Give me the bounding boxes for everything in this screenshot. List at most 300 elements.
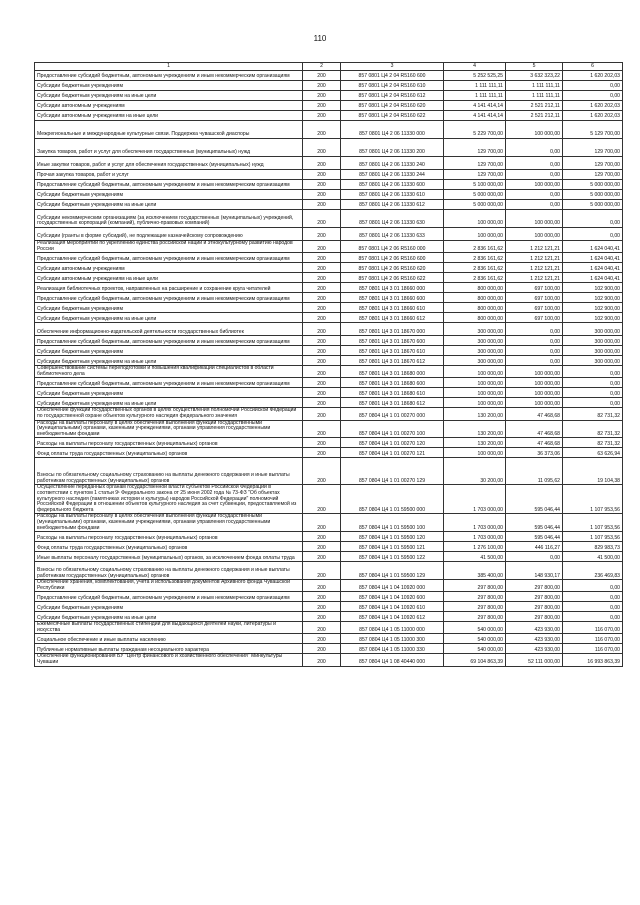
row-classification: 857 0801 Ц4 2 06 R5160 600 xyxy=(341,253,444,263)
row-amount-remaining: 129 700,00 xyxy=(563,157,623,170)
row-name: Субсидии автономным учреждениям на иные цели xyxy=(35,111,303,121)
row-amount-total: 540 000,00 xyxy=(444,622,506,634)
row-amount-remaining: 1 624 040,41 xyxy=(563,241,623,253)
budget-table xyxy=(34,62,623,667)
row-classification: 857 0804 Ц4 1 01 00270 120 xyxy=(341,438,444,448)
row-classification: 857 0804 Ц4 1 08 40440 000 xyxy=(341,654,444,666)
row-amount-spent: 148 930,17 xyxy=(506,562,563,580)
row-amount-spent: 0,00 xyxy=(506,157,563,170)
row-amount-spent: 100 000,00 xyxy=(506,366,563,378)
row-amount-spent: 446 116,27 xyxy=(506,542,563,552)
row-classification: 857 0801 Ц4 3 01 18670 610 xyxy=(341,346,444,356)
row-amount-total: 4 141 414,14 xyxy=(444,111,506,121)
row-name: Ежемесячные выплаты государственных стипендий для выдающихся деятелей науки, литературы и искусства xyxy=(35,622,303,634)
row-classification: 857 0804 Ц4 1 01 00270 000 xyxy=(341,408,444,420)
row-name: Расходы на выплаты персоналу государственных (муниципальных) органов xyxy=(35,438,303,448)
row-amount-remaining: 102 900,00 xyxy=(563,283,623,293)
table-row xyxy=(35,408,623,420)
row-name: Предоставление субсидий бюджетным, автономным учреждениям и иным некоммерческим организациям xyxy=(35,71,303,81)
row-name: Социальное обеспечение и иные выплаты населению xyxy=(35,634,303,644)
row-amount-total: 5 000 000,00 xyxy=(444,190,506,200)
row-classification: 857 0801 Ц4 2 06 11330 240 xyxy=(341,157,444,170)
row-amount-spent: 3 632 323,22 xyxy=(506,71,563,81)
row-amount-total: 2 836 161,62 xyxy=(444,273,506,283)
row-amount-total: 100 000,00 xyxy=(444,366,506,378)
row-classification: 857 0801 Ц4 2 06 11330 244 xyxy=(341,170,444,180)
row-name: Осуществление переданных органам государственной власти субъектов Российской Федерации в соответствии с пунктом 1 статьи 9¹ Федерального закона от 25 июня 2002 года № 73-ФЗ "Об объектах культурного наследия (памятниках истории и культуры) народов Российской Федерации" полномочий Российской Федерации в отношении объектов культурного наследия за счет субвенции, предоставляемой из федерального бюджета xyxy=(35,485,303,514)
row-code: 200 xyxy=(303,241,341,253)
row-amount-spent: 100 000,00 xyxy=(506,228,563,241)
table-row xyxy=(35,552,623,562)
row-amount-total: 100 000,00 xyxy=(444,398,506,408)
table-row xyxy=(35,200,623,210)
table-row xyxy=(35,438,623,448)
row-code: 200 xyxy=(303,552,341,562)
row-amount-spent: 595 046,44 xyxy=(506,514,563,532)
row-name: Закупка товаров, работ и услуг для обеспечения государственных (муниципальных) нужд xyxy=(35,139,303,157)
row-classification: 857 0801 Ц4 3 01 18670 000 xyxy=(341,323,444,336)
row-name: Иные выплаты персоналу государственных (муниципальных) органов, за исключением фонда оплаты труда xyxy=(35,552,303,562)
row-name: Субсидии автономным учреждениям на иные цели xyxy=(35,273,303,283)
table-row xyxy=(35,180,623,190)
row-name: Публичные нормативные выплаты гражданам несоциального характера xyxy=(35,644,303,654)
table-row xyxy=(35,253,623,263)
row-code: 200 xyxy=(303,458,341,485)
row-code: 200 xyxy=(303,438,341,448)
row-name: Субсидии автономным учреждениям xyxy=(35,263,303,273)
row-amount-remaining: 129 700,00 xyxy=(563,139,623,157)
row-amount-remaining: 41 500,00 xyxy=(563,552,623,562)
row-amount-total: 800 000,00 xyxy=(444,313,506,323)
row-amount-total: 297 800,00 xyxy=(444,592,506,602)
row-classification: 857 0804 Ц4 1 05 11000 300 xyxy=(341,634,444,644)
row-code: 200 xyxy=(303,293,341,303)
row-amount-remaining: 116 070,00 xyxy=(563,644,623,654)
row-amount-total: 800 000,00 xyxy=(444,293,506,303)
row-code: 200 xyxy=(303,654,341,666)
row-name: Предоставление субсидий бюджетным, автономным учреждениям и иным некоммерческим организациям xyxy=(35,378,303,388)
row-amount-spent: 100 000,00 xyxy=(506,378,563,388)
row-amount-spent: 1 212 121,21 xyxy=(506,241,563,253)
row-name: Субсидии некоммерческим организациям (за исключением государственных (муниципальных) учреждений, государственных корпораций (компаний), публично-правовых компаний) xyxy=(35,210,303,228)
row-classification: 857 0801 Ц4 2 06 11330 630 xyxy=(341,210,444,228)
row-code: 200 xyxy=(303,190,341,200)
row-code: 200 xyxy=(303,210,341,228)
row-classification: 857 0804 Ц4 1 01 59500 122 xyxy=(341,552,444,562)
row-name: Межрегиональные и международные культурные связи. Поддержка чувашской диаспоры xyxy=(35,121,303,139)
table-row xyxy=(35,228,623,241)
row-amount-total: 129 700,00 xyxy=(444,157,506,170)
row-code: 200 xyxy=(303,356,341,366)
row-code: 200 xyxy=(303,346,341,356)
row-classification: 857 0804 Ц4 1 04 10920 612 xyxy=(341,612,444,622)
row-amount-spent: 297 800,00 xyxy=(506,592,563,602)
table-row xyxy=(35,121,623,139)
row-amount-spent: 697 100,00 xyxy=(506,293,563,303)
table-row xyxy=(35,91,623,101)
table-row xyxy=(35,592,623,602)
row-amount-remaining: 0,00 xyxy=(563,602,623,612)
table-row xyxy=(35,388,623,398)
table-header-row xyxy=(35,63,623,71)
row-classification: 857 0801 Ц4 2 06 11330 612 xyxy=(341,200,444,210)
row-name: Субсидии бюджетным учреждениям xyxy=(35,81,303,91)
row-amount-total: 800 000,00 xyxy=(444,303,506,313)
table-row xyxy=(35,366,623,378)
row-amount-spent: 0,00 xyxy=(506,139,563,157)
table-row xyxy=(35,170,623,180)
column-header: 1 xyxy=(35,63,303,71)
row-classification: 857 0801 Ц4 3 01 18680 000 xyxy=(341,366,444,378)
row-classification: 857 0804 Ц4 1 01 59500 000 xyxy=(341,485,444,514)
table-row xyxy=(35,241,623,253)
row-amount-total: 1 703 000,00 xyxy=(444,485,506,514)
table-row xyxy=(35,448,623,458)
row-amount-remaining: 0,00 xyxy=(563,388,623,398)
table-row xyxy=(35,378,623,388)
table-row xyxy=(35,263,623,273)
row-code: 200 xyxy=(303,420,341,438)
row-amount-spent: 697 100,00 xyxy=(506,313,563,323)
row-code: 200 xyxy=(303,485,341,514)
row-amount-spent: 36 373,06 xyxy=(506,448,563,458)
row-name: Реализация библиотечных проектов, направленных на расширение и сохранение круга читателей xyxy=(35,283,303,293)
row-classification: 857 0801 Ц4 3 01 18660 000 xyxy=(341,283,444,293)
row-code: 200 xyxy=(303,121,341,139)
row-name: Расходы на выплаты персоналу в целях обеспечения выполнения функций государственными (муниципальными) органами, казенными учреждениями, органами управления государственными внебюджетными фондами xyxy=(35,420,303,438)
row-name: Субсидии бюджетным учреждениям на иные цели xyxy=(35,356,303,366)
row-amount-total: 1 703 000,00 xyxy=(444,514,506,532)
row-name: Предоставление субсидий бюджетным, автономным учреждениям и иным некоммерческим организациям xyxy=(35,180,303,190)
table-row xyxy=(35,139,623,157)
row-amount-spent: 100 000,00 xyxy=(506,398,563,408)
row-amount-total: 297 800,00 xyxy=(444,612,506,622)
row-amount-spent: 423 930,00 xyxy=(506,634,563,644)
row-amount-remaining: 1 624 040,41 xyxy=(563,263,623,273)
row-code: 200 xyxy=(303,91,341,101)
row-name: Фонд оплаты труда государственных (муниципальных) органов xyxy=(35,542,303,552)
row-name: Субсидии бюджетным учреждениям xyxy=(35,388,303,398)
table-row xyxy=(35,580,623,592)
table-row xyxy=(35,323,623,336)
row-name: Иные закупки товаров, работ и услуг для обеспечения государственных (муниципальных) нужд xyxy=(35,157,303,170)
table-row xyxy=(35,303,623,313)
row-classification: 857 0801 Ц4 2 06 11330 600 xyxy=(341,180,444,190)
row-amount-total: 30 200,00 xyxy=(444,458,506,485)
table-row xyxy=(35,336,623,346)
row-name: Субсидии бюджетным учреждениям на иные цели xyxy=(35,200,303,210)
row-amount-remaining: 5 000 000,00 xyxy=(563,190,623,200)
row-name: Предоставление субсидий бюджетным, автономным учреждениям и иным некоммерческим организациям xyxy=(35,336,303,346)
row-classification: 857 0804 Ц4 1 04 10920 610 xyxy=(341,602,444,612)
row-amount-total: 800 000,00 xyxy=(444,283,506,293)
table-row xyxy=(35,514,623,532)
row-amount-total: 130 200,00 xyxy=(444,420,506,438)
row-code: 200 xyxy=(303,180,341,190)
row-classification: 857 0801 Ц4 2 06 R5160 000 xyxy=(341,241,444,253)
row-code: 200 xyxy=(303,283,341,293)
table-row xyxy=(35,654,623,666)
table-row xyxy=(35,283,623,293)
row-name: Субсидии бюджетным учреждениям на иные цели xyxy=(35,91,303,101)
table-row xyxy=(35,562,623,580)
row-amount-remaining: 116 070,00 xyxy=(563,622,623,634)
row-amount-remaining: 0,00 xyxy=(563,81,623,91)
row-classification: 857 0801 Ц4 3 01 18680 610 xyxy=(341,388,444,398)
row-classification: 857 0804 Ц4 1 01 59500 120 xyxy=(341,532,444,542)
row-amount-total: 385 400,00 xyxy=(444,562,506,580)
row-name: Субсидии бюджетным учреждениям на иные цели xyxy=(35,398,303,408)
row-classification: 857 0801 Ц4 2 06 11330 200 xyxy=(341,139,444,157)
row-code: 200 xyxy=(303,532,341,542)
row-name: Взносы по обязательному социальному страхованию на выплаты денежного содержания и иные выплаты работникам государственных (муниципальных) органов xyxy=(35,562,303,580)
row-amount-spent: 100 000,00 xyxy=(506,388,563,398)
row-code: 200 xyxy=(303,580,341,592)
row-amount-total: 2 836 161,62 xyxy=(444,263,506,273)
row-amount-total: 4 141 414,14 xyxy=(444,101,506,111)
row-amount-remaining: 16 993 863,39 xyxy=(563,654,623,666)
row-amount-remaining: 0,00 xyxy=(563,228,623,241)
row-name: Реализация мероприятий по укреплению единства российской нации и этнокультурному развитию народов России xyxy=(35,241,303,253)
row-name: Субсидии автономным учреждениям xyxy=(35,101,303,111)
table-row xyxy=(35,622,623,634)
row-amount-total: 130 200,00 xyxy=(444,408,506,420)
table-row xyxy=(35,485,623,514)
row-amount-remaining: 116 070,00 xyxy=(563,634,623,644)
row-classification: 857 0801 Ц4 2 04 R5160 622 xyxy=(341,111,444,121)
row-classification: 857 0801 Ц4 2 06 11330 633 xyxy=(341,228,444,241)
row-amount-remaining: 300 000,00 xyxy=(563,346,623,356)
table-row xyxy=(35,210,623,228)
row-amount-total: 100 000,00 xyxy=(444,378,506,388)
row-name: Субсидии бюджетным учреждениям на иные цели xyxy=(35,612,303,622)
row-amount-remaining: 82 731,32 xyxy=(563,408,623,420)
table-row xyxy=(35,101,623,111)
row-amount-spent: 0,00 xyxy=(506,356,563,366)
row-amount-remaining: 300 000,00 xyxy=(563,336,623,346)
row-name: Субсидии бюджетным учреждениям на иные цели xyxy=(35,313,303,323)
table-row xyxy=(35,111,623,121)
row-amount-total: 5 252 525,25 xyxy=(444,71,506,81)
row-amount-total: 300 000,00 xyxy=(444,323,506,336)
row-classification: 857 0801 Ц4 3 01 18670 612 xyxy=(341,356,444,366)
row-code: 200 xyxy=(303,273,341,283)
row-amount-total: 69 104 863,39 xyxy=(444,654,506,666)
row-amount-total: 540 000,00 xyxy=(444,644,506,654)
row-amount-remaining: 82 731,32 xyxy=(563,438,623,448)
row-name: Взносы по обязательному социальному страхованию на выплаты денежного содержания и иные выплаты работникам государственных (муниципальных) органов xyxy=(35,458,303,485)
row-code: 200 xyxy=(303,253,341,263)
row-amount-spent: 52 111 000,00 xyxy=(506,654,563,666)
row-name: Субсидии бюджетным учреждениям xyxy=(35,346,303,356)
row-amount-spent: 47 468,68 xyxy=(506,420,563,438)
row-amount-spent: 297 800,00 xyxy=(506,602,563,612)
row-amount-remaining: 19 104,38 xyxy=(563,458,623,485)
column-header: 4 xyxy=(444,63,506,71)
row-amount-spent: 100 000,00 xyxy=(506,210,563,228)
row-code: 200 xyxy=(303,448,341,458)
row-amount-total: 1 703 000,00 xyxy=(444,532,506,542)
row-amount-spent: 697 100,00 xyxy=(506,303,563,313)
row-classification: 857 0804 Ц4 1 01 00270 121 xyxy=(341,448,444,458)
row-amount-spent: 100 000,00 xyxy=(506,121,563,139)
row-code: 200 xyxy=(303,111,341,121)
row-classification: 857 0801 Ц4 3 01 18680 600 xyxy=(341,378,444,388)
row-classification: 857 0801 Ц4 2 04 R5160 612 xyxy=(341,91,444,101)
row-amount-spent: 0,00 xyxy=(506,170,563,180)
row-amount-spent: 2 521 212,11 xyxy=(506,101,563,111)
row-classification: 857 0801 Ц4 3 01 18660 600 xyxy=(341,293,444,303)
row-code: 200 xyxy=(303,644,341,654)
row-amount-remaining: 82 731,32 xyxy=(563,420,623,438)
row-amount-remaining: 5 000 000,00 xyxy=(563,180,623,190)
row-amount-spent: 423 930,00 xyxy=(506,644,563,654)
row-code: 200 xyxy=(303,303,341,313)
row-classification: 857 0804 Ц4 1 01 59500 100 xyxy=(341,514,444,532)
row-amount-spent: 0,00 xyxy=(506,200,563,210)
row-amount-spent: 1 111 111,11 xyxy=(506,81,563,91)
table-row xyxy=(35,602,623,612)
row-amount-spent: 2 521 212,11 xyxy=(506,111,563,121)
page-number: 110 xyxy=(313,34,327,43)
row-name: Обеспечение функций государственных органов в целях осуществления полномочий Российской Федерации по государственной охране объектов культурного наследия федерального значения xyxy=(35,408,303,420)
row-classification: 857 0801 Ц4 2 06 R5160 620 xyxy=(341,263,444,273)
column-header: 2 xyxy=(303,63,341,71)
row-classification: 857 0804 Ц4 1 05 11000 000 xyxy=(341,622,444,634)
row-amount-spent: 0,00 xyxy=(506,323,563,336)
row-code: 200 xyxy=(303,323,341,336)
row-code: 200 xyxy=(303,542,341,552)
row-amount-remaining: 0,00 xyxy=(563,580,623,592)
row-name: Предоставление субсидий бюджетным, автономным учреждениям и иным некоммерческим организациям xyxy=(35,592,303,602)
row-amount-spent: 0,00 xyxy=(506,190,563,200)
row-amount-total: 1 111 111,11 xyxy=(444,91,506,101)
row-amount-total: 2 836 161,62 xyxy=(444,253,506,263)
row-code: 200 xyxy=(303,71,341,81)
row-amount-remaining: 0,00 xyxy=(563,91,623,101)
row-amount-remaining: 1 620 202,03 xyxy=(563,111,623,121)
row-classification: 857 0801 Ц4 3 01 18660 610 xyxy=(341,303,444,313)
row-amount-remaining: 5 000 000,00 xyxy=(563,200,623,210)
row-amount-remaining: 1 620 202,03 xyxy=(563,101,623,111)
row-classification: 857 0804 Ц4 1 05 11000 330 xyxy=(341,644,444,654)
row-code: 200 xyxy=(303,408,341,420)
row-code: 200 xyxy=(303,622,341,634)
row-amount-remaining: 0,00 xyxy=(563,612,623,622)
table-row xyxy=(35,313,623,323)
row-code: 200 xyxy=(303,170,341,180)
row-code: 200 xyxy=(303,228,341,241)
row-classification: 857 0804 Ц4 1 01 59500 121 xyxy=(341,542,444,552)
row-name: Субсидии (гранты в форме субсидий), не подлежащие казначейскому сопровождению xyxy=(35,228,303,241)
table-row xyxy=(35,532,623,542)
row-amount-total: 300 000,00 xyxy=(444,346,506,356)
row-code: 200 xyxy=(303,366,341,378)
row-amount-remaining: 5 129 700,00 xyxy=(563,121,623,139)
row-classification: 857 0801 Ц4 2 06 11330 610 xyxy=(341,190,444,200)
row-amount-spent: 423 930,00 xyxy=(506,622,563,634)
row-classification: 857 0801 Ц4 2 04 R5160 620 xyxy=(341,101,444,111)
row-code: 200 xyxy=(303,263,341,273)
row-amount-spent: 0,00 xyxy=(506,552,563,562)
table-row xyxy=(35,420,623,438)
row-amount-spent: 297 800,00 xyxy=(506,612,563,622)
row-name: Субсидии бюджетным учреждениям xyxy=(35,602,303,612)
row-amount-remaining: 829 983,73 xyxy=(563,542,623,552)
row-classification: 857 0804 Ц4 1 04 10920 000 xyxy=(341,580,444,592)
row-amount-total: 300 000,00 xyxy=(444,336,506,346)
row-name: Обеспечение информационно-издательской деятельности государственных библиотек xyxy=(35,323,303,336)
row-classification: 857 0801 Ц4 2 06 11330 000 xyxy=(341,121,444,139)
row-name: Фонд оплаты труда государственных (муниципальных) органов xyxy=(35,448,303,458)
row-amount-total: 1 111 111,11 xyxy=(444,81,506,91)
row-amount-spent: 11 095,62 xyxy=(506,458,563,485)
row-code: 200 xyxy=(303,388,341,398)
row-amount-remaining: 102 900,00 xyxy=(563,293,623,303)
row-classification: 857 0804 Ц4 1 01 00270 100 xyxy=(341,420,444,438)
row-code: 200 xyxy=(303,139,341,157)
table-row xyxy=(35,190,623,200)
row-code: 200 xyxy=(303,562,341,580)
row-amount-total: 1 276 100,00 xyxy=(444,542,506,552)
row-amount-total: 100 000,00 xyxy=(444,210,506,228)
row-name: Расходы на выплаты персоналу государственных (муниципальных) органов xyxy=(35,532,303,542)
row-amount-total: 129 700,00 xyxy=(444,170,506,180)
row-amount-total: 540 000,00 xyxy=(444,634,506,644)
row-amount-remaining: 0,00 xyxy=(563,398,623,408)
table-row xyxy=(35,157,623,170)
row-amount-remaining: 63 626,94 xyxy=(563,448,623,458)
row-amount-spent: 1 212 121,21 xyxy=(506,273,563,283)
row-classification: 857 0801 Ц4 2 06 R5160 622 xyxy=(341,273,444,283)
row-amount-spent: 1 212 121,21 xyxy=(506,263,563,273)
row-amount-total: 129 700,00 xyxy=(444,139,506,157)
row-name: Обеспечение функционирования БУ "Центр финансового и хозяйственного обеспечения" Минкультуры Чувашии xyxy=(35,654,303,666)
row-amount-spent: 1 111 111,11 xyxy=(506,91,563,101)
row-amount-remaining: 1 107 953,56 xyxy=(563,485,623,514)
row-code: 200 xyxy=(303,336,341,346)
table-row xyxy=(35,634,623,644)
row-amount-spent: 47 468,68 xyxy=(506,438,563,448)
row-amount-remaining: 0,00 xyxy=(563,592,623,602)
table-row xyxy=(35,81,623,91)
row-amount-total: 100 000,00 xyxy=(444,388,506,398)
row-amount-remaining: 1 107 953,56 xyxy=(563,514,623,532)
row-code: 200 xyxy=(303,313,341,323)
row-amount-spent: 595 046,44 xyxy=(506,485,563,514)
row-amount-spent: 0,00 xyxy=(506,346,563,356)
row-code: 200 xyxy=(303,200,341,210)
table-row xyxy=(35,293,623,303)
row-amount-total: 2 836 161,62 xyxy=(444,241,506,253)
row-name: Расходы на выплаты персоналу в целях обеспечения выполнения функций государственными (муниципальными) органами, казенными учреждениями, органами управления государственными внебюджетными фондами xyxy=(35,514,303,532)
row-code: 200 xyxy=(303,514,341,532)
row-name: Субсидии бюджетным учреждениям xyxy=(35,190,303,200)
row-amount-total: 297 800,00 xyxy=(444,580,506,592)
table-row xyxy=(35,542,623,552)
row-amount-spent: 47 468,68 xyxy=(506,408,563,420)
row-name: Предоставление субсидий бюджетным, автономным учреждениям и иным некоммерческим организациям xyxy=(35,293,303,303)
row-code: 200 xyxy=(303,634,341,644)
row-amount-total: 5 229 700,00 xyxy=(444,121,506,139)
row-amount-remaining: 300 000,00 xyxy=(563,356,623,366)
table-row xyxy=(35,346,623,356)
row-amount-remaining: 0,00 xyxy=(563,378,623,388)
row-classification: 857 0801 Ц4 2 04 R5160 610 xyxy=(341,81,444,91)
row-amount-spent: 297 800,00 xyxy=(506,580,563,592)
table-row xyxy=(35,356,623,366)
row-amount-spent: 595 046,44 xyxy=(506,532,563,542)
